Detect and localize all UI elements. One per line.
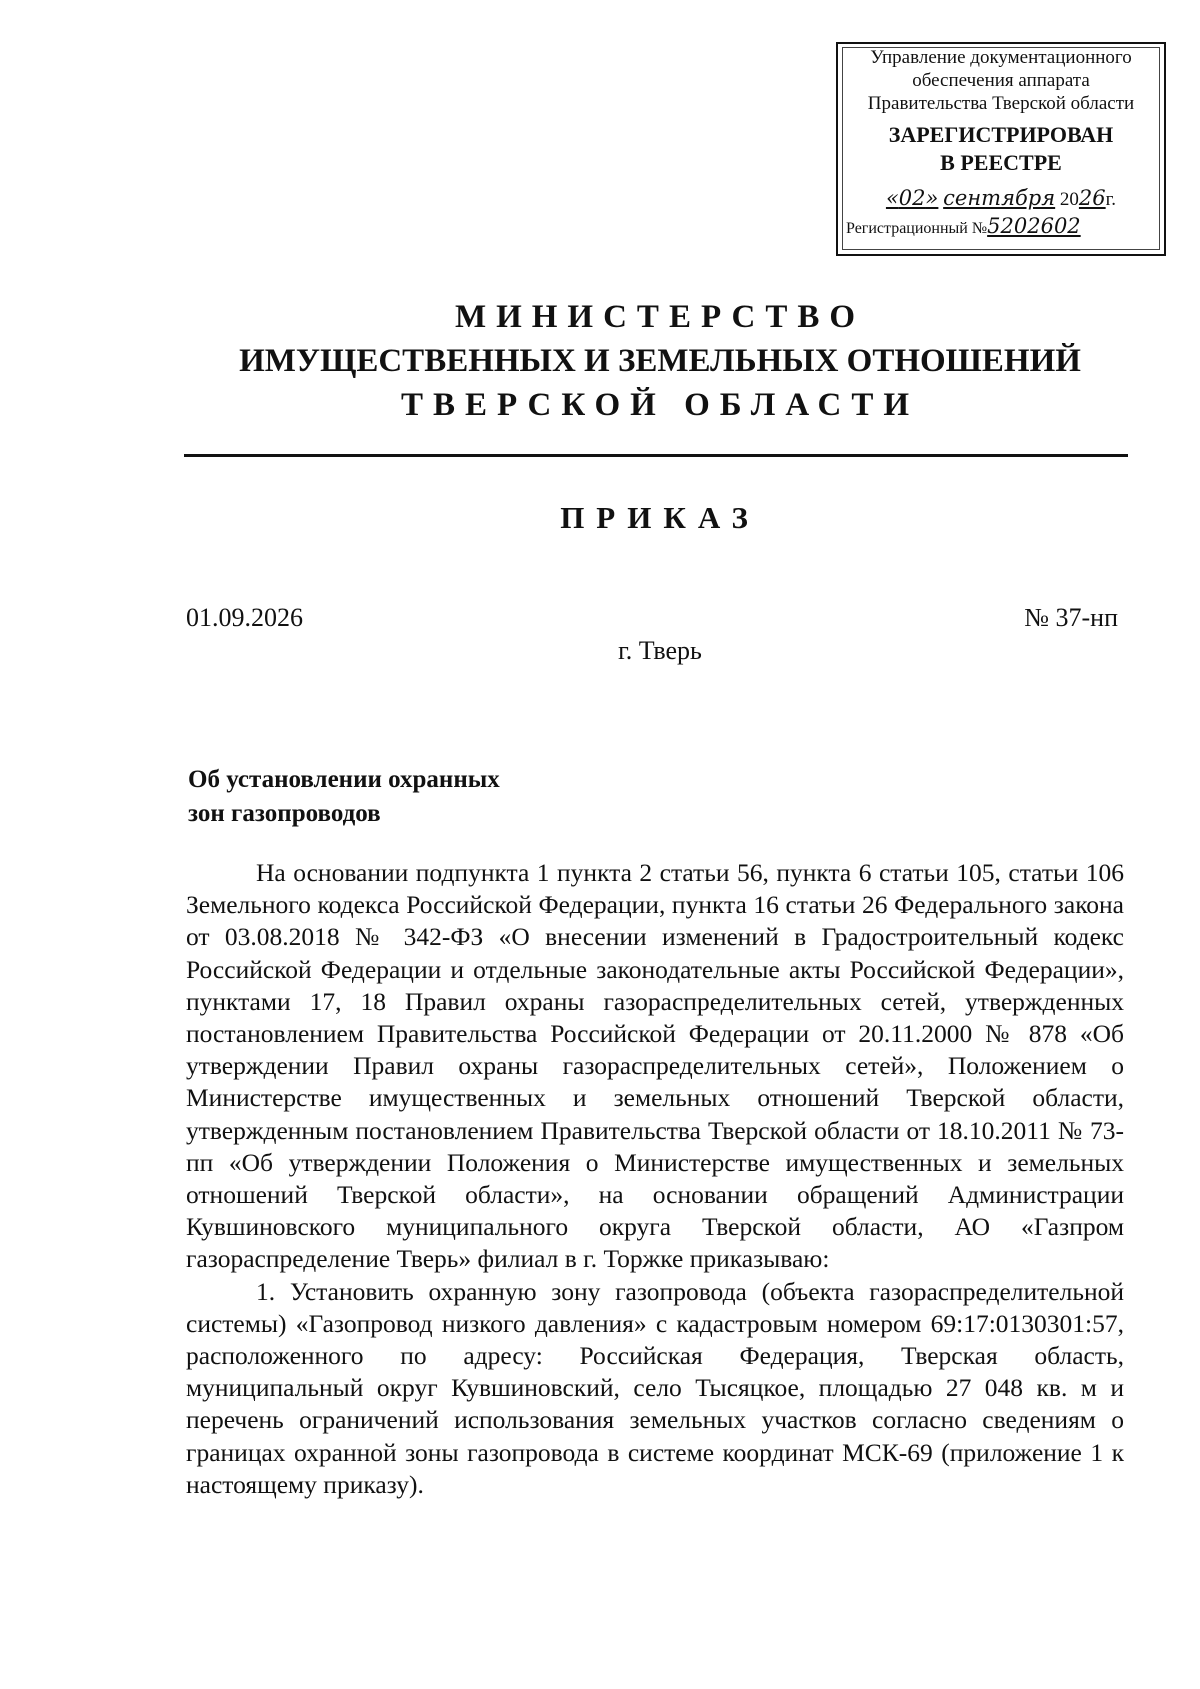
order-number: № 37-нп [1024, 603, 1118, 632]
stamp-date-g: г. [1105, 189, 1117, 210]
header-divider [184, 454, 1128, 457]
ministry-header [0, 295, 1200, 427]
order-body [186, 857, 1124, 1501]
ministry-line1: МИНИСТЕРСТВО [454, 299, 866, 335]
registration-stamp [836, 42, 1166, 256]
document-type-title: ПРИКАЗ [560, 500, 760, 535]
stamp-dept-line1: Управление документационного [870, 47, 1132, 68]
stamp-registered-line1: ЗАРЕГИСТРИРОВАН [888, 122, 1114, 147]
stamp-dept-line3: Правительства Тверской области [867, 93, 1135, 114]
ministry-line2: ИМУЩЕСТВЕННЫХ И ЗЕМЕЛЬНЫХ ОТНОШЕНИЙ [239, 343, 1081, 379]
stamp-inner-border [842, 47, 1160, 250]
stamp-date-year-suffix: 26 [1078, 186, 1106, 210]
body-item-1: 1. Установить охранную зону газопровода (объекта газораспределительной системы) «Газопровод низкого давления» с кадастровым номером 69:17:0130301:57, расположенного по адресу: Российская Федерация, Тверская область, муниципальный округ Кувшиновский, село Тысяцкое, площадью 27 048 кв. м и перечень ограничений использования земельных участков согласно сведениям о границах охранной зоны газопровода в системе координат МСК-69 (приложение 1 к настоящему приказу). [186, 1276, 1124, 1499]
stamp-date-month: сентября [943, 186, 1056, 210]
subject-line1: Об установлении охранных [188, 766, 500, 793]
stamp-date-close-quote: » [925, 186, 939, 210]
stamp-dept-line2: обеспечения аппарата [912, 70, 1090, 91]
stamp-date-day: 02 [898, 186, 926, 210]
order-city: г. Тверь [618, 636, 702, 665]
order-subject [188, 763, 500, 831]
stamp-regno-label: Регистрационный № [846, 220, 988, 237]
body-paragraph-preamble: На основании подпункта 1 пункта 2 статьи 56, пункта 6 статьи 105, статьи 106 Земельного кодекса Российской Федерации, пункта 16 статьи 26 Федерального закона от 03.08.2018 № 342-ФЗ «О внесении изменений в Градостроительный кодекс Российской Федерации и отдельные законодательные акты Российской Федерации», пунктами 17, 18 Правил охраны газораспределительных сетей, утвержденных постановлением Правительства Российской Федерации от 20.11.2000 № 878 «Об утверждении Правил охраны газораспределительных сетей», Положением о Министерстве имущественных и земельных отношений Тверской области, утвержденным постановлением Правительства Тверской области от 18.10.2011 № 73-пп «Об утверждении Положения о Министерстве имущественных и земельных отношений Тверской области», на основании обращений Администрации Кувшиновского муниципального округа Тверской области, АО «Газпром газораспределение Тверь» филиал в г. Торжке приказываю: [186, 858, 1124, 1274]
order-date: 01.09.2026 [186, 603, 303, 632]
stamp-regno-value: 5202602 [987, 214, 1081, 238]
subject-line2: зон газопроводов [188, 800, 381, 827]
stamp-date-year-prefix: 20 [1059, 189, 1079, 210]
stamp-date-open-quote: « [885, 186, 899, 210]
stamp-registered-line2: В РЕЕСТРЕ [940, 150, 1062, 175]
ministry-line3: ТВЕРСКОЙ ОБЛАСТИ [400, 387, 920, 423]
